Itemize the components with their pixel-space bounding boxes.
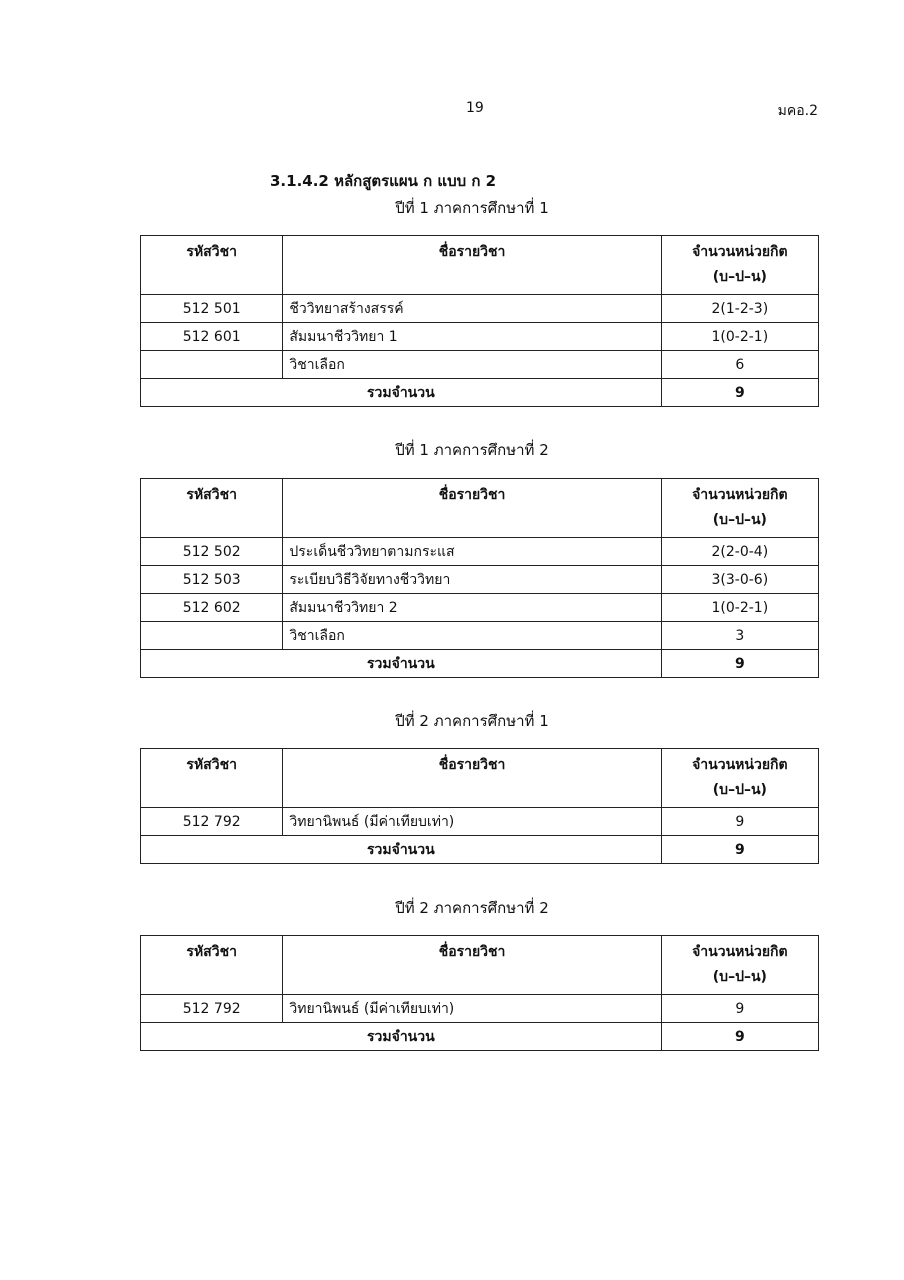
header-code: รหัสวิชา [141, 936, 283, 995]
course-code: 512 792 [141, 808, 283, 836]
total-row [141, 836, 819, 864]
header-credits-label: จำนวนหน่วยกิต [692, 757, 788, 773]
total-label: รวมจำนวน [141, 650, 662, 678]
course-table [140, 478, 819, 678]
header-credits [661, 749, 818, 808]
term-caption: ปีที่ 1 ภาคการศึกษาที่ 2 [395, 441, 549, 459]
total-credits: 9 [661, 379, 818, 407]
header-code: รหัสวิชา [141, 749, 283, 808]
course-code: 512 502 [141, 538, 283, 566]
table-row [141, 351, 819, 379]
header-name: ชื่อรายวิชา [283, 749, 661, 808]
total-row [141, 1023, 819, 1051]
total-credits: 9 [661, 650, 818, 678]
course-credits: 9 [661, 808, 818, 836]
course-credits: 9 [661, 995, 818, 1023]
course-name: สัมมนาชีววิทยา 1 [283, 323, 661, 351]
table-row [141, 594, 819, 622]
header-credits-unit: (บ–ป–น) [712, 782, 767, 798]
course-code [141, 351, 283, 379]
table-row [141, 323, 819, 351]
table-row [141, 995, 819, 1023]
course-name: วิชาเลือก [283, 622, 661, 650]
course-code: 512 602 [141, 594, 283, 622]
course-credits: 3(3-0-6) [661, 566, 818, 594]
course-table [140, 748, 819, 864]
course-name: ระเบียบวิธีวิจัยทางชีววิทยา [283, 566, 661, 594]
total-credits: 9 [661, 836, 818, 864]
header-credits-unit: (บ–ป–น) [712, 969, 767, 985]
total-credits: 9 [661, 1023, 818, 1051]
course-credits: 2(1-2-3) [661, 295, 818, 323]
table-row [141, 622, 819, 650]
term-caption: ปีที่ 2 ภาคการศึกษาที่ 2 [395, 899, 549, 917]
table-row [141, 295, 819, 323]
table-header-row [141, 936, 819, 995]
table-header-row [141, 749, 819, 808]
term-caption: ปีที่ 2 ภาคการศึกษาที่ 1 [395, 712, 549, 730]
course-credits: 1(0-2-1) [661, 323, 818, 351]
course-name: ประเด็นชีววิทยาตามกระแส [283, 538, 661, 566]
course-table [140, 235, 819, 407]
total-label: รวมจำนวน [141, 1023, 662, 1051]
header-credits-label: จำนวนหน่วยกิต [692, 944, 788, 960]
course-credits: 3 [661, 622, 818, 650]
course-name: วิทยานิพนธ์ (มีค่าเทียบเท่า) [283, 995, 661, 1023]
course-table [140, 935, 819, 1051]
course-name: วิชาเลือก [283, 351, 661, 379]
total-label: รวมจำนวน [141, 836, 662, 864]
term-caption: ปีที่ 1 ภาคการศึกษาที่ 1 [395, 199, 549, 217]
course-credits: 2(2-0-4) [661, 538, 818, 566]
header-credits-label: จำนวนหน่วยกิต [692, 487, 788, 503]
table-row [141, 566, 819, 594]
course-code [141, 622, 283, 650]
course-credits: 1(0-2-1) [661, 594, 818, 622]
header-credits [661, 236, 818, 295]
total-label: รวมจำนวน [141, 379, 662, 407]
section-heading: 3.1.4.2 หลักสูตรแผน ก แบบ ก 2 [270, 172, 497, 190]
course-name: สัมมนาชีววิทยา 2 [283, 594, 661, 622]
table-row [141, 538, 819, 566]
page-number: 19 [466, 100, 484, 116]
header-credits-unit: (บ–ป–น) [712, 512, 767, 528]
total-row [141, 650, 819, 678]
header-name: ชื่อรายวิชา [283, 479, 661, 538]
course-name: วิทยานิพนธ์ (มีค่าเทียบเท่า) [283, 808, 661, 836]
course-code: 512 501 [141, 295, 283, 323]
header-credits [661, 936, 818, 995]
header-credits [661, 479, 818, 538]
table-row [141, 808, 819, 836]
course-code: 512 601 [141, 323, 283, 351]
header-code: รหัสวิชา [141, 236, 283, 295]
table-header-row [141, 479, 819, 538]
course-name: ชีววิทยาสร้างสรรค์ [283, 295, 661, 323]
total-row [141, 379, 819, 407]
doc-code: มคอ.2 [777, 103, 818, 119]
course-code: 512 792 [141, 995, 283, 1023]
course-credits: 6 [661, 351, 818, 379]
header-name: ชื่อรายวิชา [283, 936, 661, 995]
header-code: รหัสวิชา [141, 479, 283, 538]
course-code: 512 503 [141, 566, 283, 594]
table-header-row [141, 236, 819, 295]
header-name: ชื่อรายวิชา [283, 236, 661, 295]
header-credits-unit: (บ–ป–น) [712, 269, 767, 285]
header-credits-label: จำนวนหน่วยกิต [692, 244, 788, 260]
